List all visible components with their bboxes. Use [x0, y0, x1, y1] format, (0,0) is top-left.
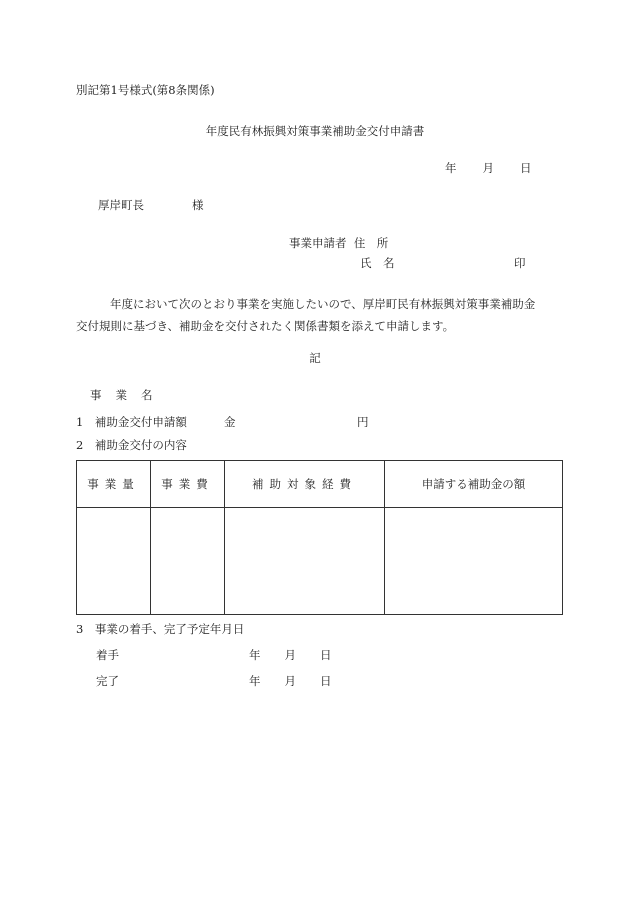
- end-label: 完了: [96, 674, 119, 688]
- cell-requested-amount[interactable]: [385, 508, 563, 615]
- date-month: 月: [482, 161, 494, 175]
- applicant-address-row: [289, 235, 388, 251]
- end-year: 年: [249, 674, 261, 688]
- cell-work-volume[interactable]: [77, 508, 151, 615]
- cell-eligible-expense[interactable]: [225, 508, 385, 615]
- project-name-label: 事業名: [90, 388, 167, 402]
- addressee-name: 厚岸町長: [98, 198, 144, 212]
- addressee-honorific: 様: [192, 198, 204, 212]
- header-project-cost: 事業費: [151, 461, 225, 508]
- end-date: [249, 673, 332, 689]
- end-day: 日: [320, 674, 332, 688]
- ki-heading: 記: [309, 351, 321, 365]
- start-date: [249, 647, 332, 663]
- statement-line-2: 交付規則に基づき、補助金を交付されたく関係書類を添えて申請します。: [76, 319, 455, 333]
- item-grant-amount: [76, 414, 369, 430]
- start-month: 月: [284, 648, 296, 662]
- header-work-volume: 事業量: [77, 461, 151, 508]
- application-statement: [76, 293, 566, 337]
- statement-line-1: 年度において次のとおり事業を実施したいので、厚岸町民有林振興対策事業補助金: [110, 297, 536, 311]
- grant-amount-label: 1 補助金交付申請額: [76, 415, 187, 429]
- item-grant-contents: 2 補助金交付の内容: [76, 438, 187, 452]
- grant-contents-table: [76, 460, 563, 615]
- start-day: 日: [320, 648, 332, 662]
- end-month: 月: [284, 674, 296, 688]
- seal-mark: 印: [514, 256, 526, 270]
- date-day: 日: [520, 161, 532, 175]
- addressee: [98, 197, 204, 213]
- applicant-label: 事業申請者: [289, 236, 347, 250]
- application-date: [445, 160, 532, 176]
- applicant-name-label: 氏 名: [360, 256, 395, 270]
- address-label: 住 所: [353, 236, 389, 250]
- header-eligible-expense: 補助対象経費: [225, 461, 385, 508]
- date-year: 年: [445, 161, 457, 175]
- form-code: 別記第1号様式(第8条関係): [76, 83, 215, 97]
- header-requested-amount: 申請する補助金の額: [385, 461, 563, 508]
- start-year: 年: [249, 648, 261, 662]
- table-row: [77, 508, 563, 615]
- table-header-row: [77, 461, 563, 508]
- cell-project-cost[interactable]: [151, 508, 225, 615]
- item-schedule: 3 事業の着手、完了予定年月日: [76, 622, 245, 636]
- start-label: 着手: [96, 648, 119, 662]
- kin-label: 金: [224, 415, 236, 429]
- document-title: 年度民有林振興対策事業補助金交付申請書: [205, 124, 425, 138]
- en-label: 円: [357, 415, 369, 429]
